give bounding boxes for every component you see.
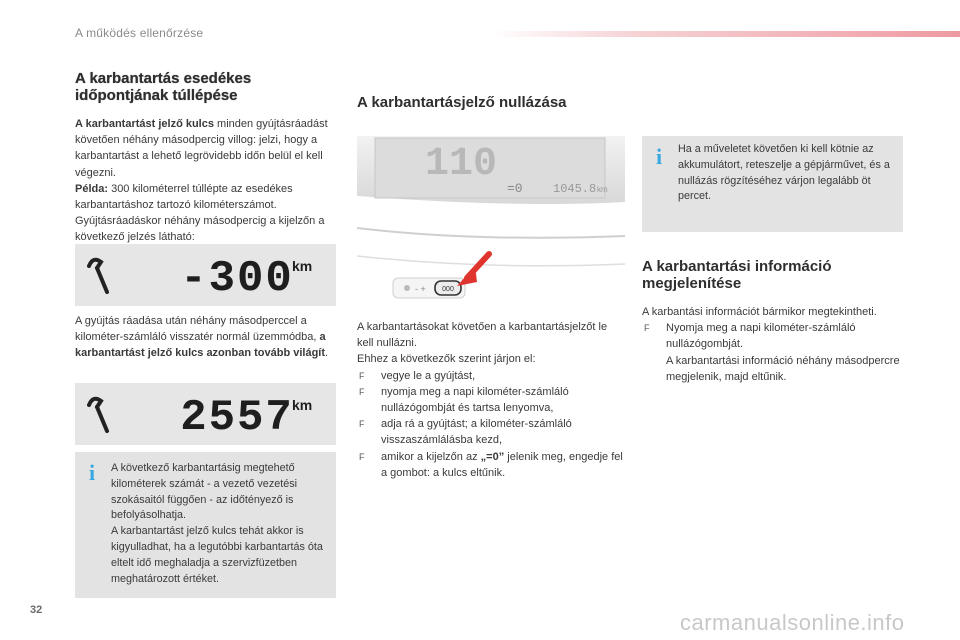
display-info-intro: A karbantási információt bármikor megtekintheti. — [642, 306, 877, 318]
watermark: carmanualsonline.info — [680, 610, 905, 635]
reset-step — [357, 384, 625, 416]
reset-steps-list — [357, 368, 625, 481]
info-battery-text: Ha a műveletet követően ki kell kötnie az akkumulátort, reteszelje a gépjárművet, és a nullázás rögzítéséhez várjon legalább öt percet. — [678, 143, 890, 203]
dashboard-illustration — [357, 136, 625, 310]
reset-step-text: adja rá a gyújtást; a kilométer-számláló visszaszámlálásba kezd, — [381, 418, 572, 447]
trip-reset-button-label: 000 — [442, 286, 454, 293]
ignition-text: Gyújtásráadáskor néhány másodpercig a kijelzőn a következő jelzés látható: — [75, 215, 325, 244]
section-title-display-line2: megjelenítése — [642, 275, 742, 292]
display-info-steps — [642, 320, 904, 385]
left-column — [75, 70, 337, 246]
section-title-line1: A karbantartás esedékes — [75, 70, 252, 87]
display-remaining-value: 2557 — [180, 393, 294, 443]
reset-step — [357, 416, 625, 448]
return-normal-plain: A gyújtás ráadása után néhány másodperccel a kilométer-számláló visszatér normál üzemmódba, — [75, 315, 320, 344]
dashboard-photo — [357, 136, 625, 310]
bullet-arrow-icon: F — [644, 323, 650, 334]
overdue-text: minden gyújtásráadást követően néhány másodpercig villog: jelzi, hogy a karbantartást a lehető legrövidebb időn belül el kell végezni. — [75, 118, 328, 179]
reset-step-zero: „=0” — [480, 450, 505, 463]
wrench-icon — [89, 399, 107, 431]
right-column — [642, 258, 904, 385]
display-info-step-cont: A karbantartási információ néhány másodpercre megjelenik, majd eltűnik. — [666, 354, 900, 383]
return-normal-text — [75, 313, 337, 362]
display-remaining-graphic — [75, 383, 336, 445]
running-header: A működés ellenőrzése — [75, 26, 204, 40]
section-title-line2: időpontjának túllépése — [75, 87, 238, 104]
header-gradient-bar — [490, 31, 960, 37]
key-indicator-label: A karbantartást jelző kulcs — [75, 118, 214, 130]
overdue-description — [75, 116, 337, 246]
display-remaining-unit: km — [292, 397, 313, 413]
display-overdue-graphic — [75, 244, 336, 306]
dash-reset-digits: =0 — [507, 181, 523, 196]
display-overdue-unit: km — [292, 258, 313, 274]
info-time-factor-p2: A karbantartást jelző kulcs tehát akkor is kigyulladhat, ha a legutóbbi karbantartás óta eltelt idő meghaladja a szervizfüzetben meghatározott értéket. — [111, 525, 323, 585]
display-info-text — [642, 304, 904, 385]
svg-text:- +: - + — [415, 284, 426, 294]
bullet-arrow-icon: F — [359, 419, 365, 430]
reset-procedure: Ehhez a következők szerint járjon el: — [357, 353, 536, 366]
info-time-factor-p1: A következő karbantartásig megtehető kilométerek számát - a vezető vezetési szokásaitól függően - az időtényező is befolyásolhatja. — [111, 462, 298, 522]
reset-step-text: vegye le a gyújtást, — [381, 369, 476, 382]
display-info-step-text: Nyomja meg a napi kilométer-számláló nullázógombját. — [666, 322, 856, 351]
return-normal-end: . — [325, 347, 329, 360]
info-icon: i — [89, 460, 96, 485]
display-overdue-value: -300 — [180, 254, 294, 304]
section-title-display-info — [642, 258, 904, 292]
svg-text:110: 110 — [425, 142, 498, 187]
section-title-overdue — [75, 70, 337, 104]
return-normal-bold: a karbantartást jelző kulcs azonban tovább világít — [75, 331, 326, 360]
dash-odometer-unit: km — [597, 185, 608, 194]
reset-step-text: amikor a kijelzőn az — [381, 450, 481, 463]
page-number: 32 — [30, 604, 43, 616]
middle-column — [357, 94, 625, 111]
reset-step — [357, 449, 625, 481]
reset-step-text-end: jelenik meg, engedje fel a gombot: a kulcs eltűnik. — [381, 450, 623, 479]
display-overdue — [75, 244, 336, 306]
dash-odometer: 1045.8 — [553, 182, 597, 196]
wrench-icon — [89, 260, 107, 292]
bullet-arrow-icon: F — [359, 370, 365, 381]
example-text: 300 kilométerrel túllépte az esedékes karbantartáshoz tartozó kilométerszámot. — [75, 182, 293, 212]
section-title-display-line1: A karbantartási információ — [642, 258, 832, 275]
example-label: Példa: — [75, 182, 109, 195]
display-info-step — [642, 320, 904, 385]
reset-instructions — [357, 319, 625, 481]
info-icon: i — [656, 144, 663, 169]
display-remaining — [75, 383, 336, 445]
info-box-time-factor — [75, 452, 336, 598]
reset-step — [357, 368, 625, 384]
bullet-arrow-icon: F — [359, 451, 365, 462]
bullet-arrow-icon: F — [359, 386, 365, 397]
info-time-factor-text — [111, 461, 329, 587]
section-title-reset: A karbantartásjelző nullázása — [357, 94, 567, 111]
reset-intro: A karbantartásokat követően a karbantartásjelzőt le kell nullázni. — [357, 321, 608, 350]
reset-step-text: nyomja meg a napi kilométer-számláló nullázógombját és tartsa lenyomva, — [381, 385, 569, 415]
info-box-battery — [642, 136, 903, 232]
